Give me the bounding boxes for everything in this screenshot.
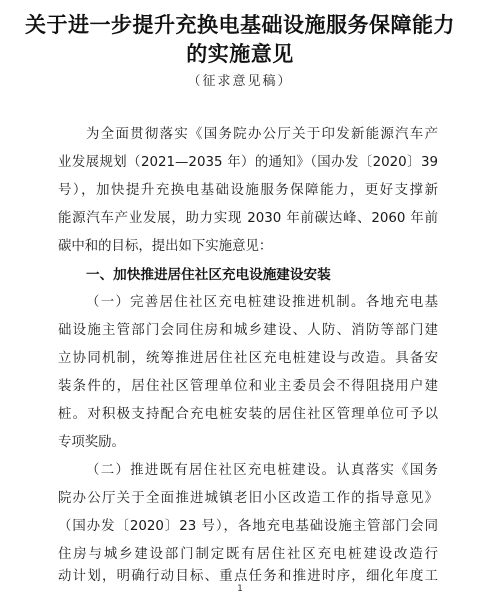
page-number: 1 — [237, 584, 243, 594]
intro-line-4: 能源汽车产业发展，助力实现 2030 年前碳达峰、2060 年前 — [58, 211, 438, 226]
para1-line-5: 桩。对积极支持配合充电桩安装的居住社区管理单位可予以 — [58, 407, 438, 422]
intro-line-2: 业发展规划（2021—2035 年）的通知》（国办发〔2020〕39 — [58, 155, 438, 170]
para1-line-3: 立协同机制，统筹推进居住社区充电桩建设与改造。具备安 — [58, 351, 438, 366]
para1-line-1: （一）完善居住社区充电桩建设推进机制。各地充电基 — [86, 295, 438, 310]
para2-line-2: 院办公厅关于全面推进城镇老旧小区改造工作的指导意见》 — [58, 491, 438, 506]
document-subtitle: （征求意见稿） — [187, 74, 293, 89]
para1-line-4: 装条件的，居住社区管理单位和业主委员会不得阻挠用户建 — [58, 379, 438, 394]
intro-line-1: 为全面贯彻落实《国务院办公厅关于印发新能源汽车产 — [86, 127, 438, 142]
para2-line-4: 住房与城乡建设部门制定既有居住社区充电桩建设改造行 — [58, 547, 438, 562]
para2-line-1: （二）推进既有居住社区充电桩建设。认真落实《国务 — [86, 463, 438, 478]
intro-line-3: 号），加快提升充换电基础设施服务保障能力，更好支撑新 — [58, 183, 438, 198]
intro-line-5: 碳中和的目标，提出如下实施意见： — [58, 239, 273, 254]
para1-line-2: 础设施主管部门会同住房和城乡建设、人防、消防等部门建 — [58, 323, 438, 338]
document-title-line-1: 关于进一步提升充换电基础设施服务保障能力 — [25, 12, 455, 37]
document-title-line-2: 的实施意见 — [186, 41, 294, 66]
para1-line-6: 专项奖励。 — [58, 435, 125, 450]
para2-line-5: 动计划，明确行动目标、重点任务和推进时序，细化年度工 — [58, 569, 438, 584]
section-heading-1: 一、加快推进居住社区充电设施建设安装 — [86, 267, 331, 283]
para2-line-3: （国办发〔2020〕23 号），各地充电基础设施主管部门会同 — [58, 519, 438, 534]
